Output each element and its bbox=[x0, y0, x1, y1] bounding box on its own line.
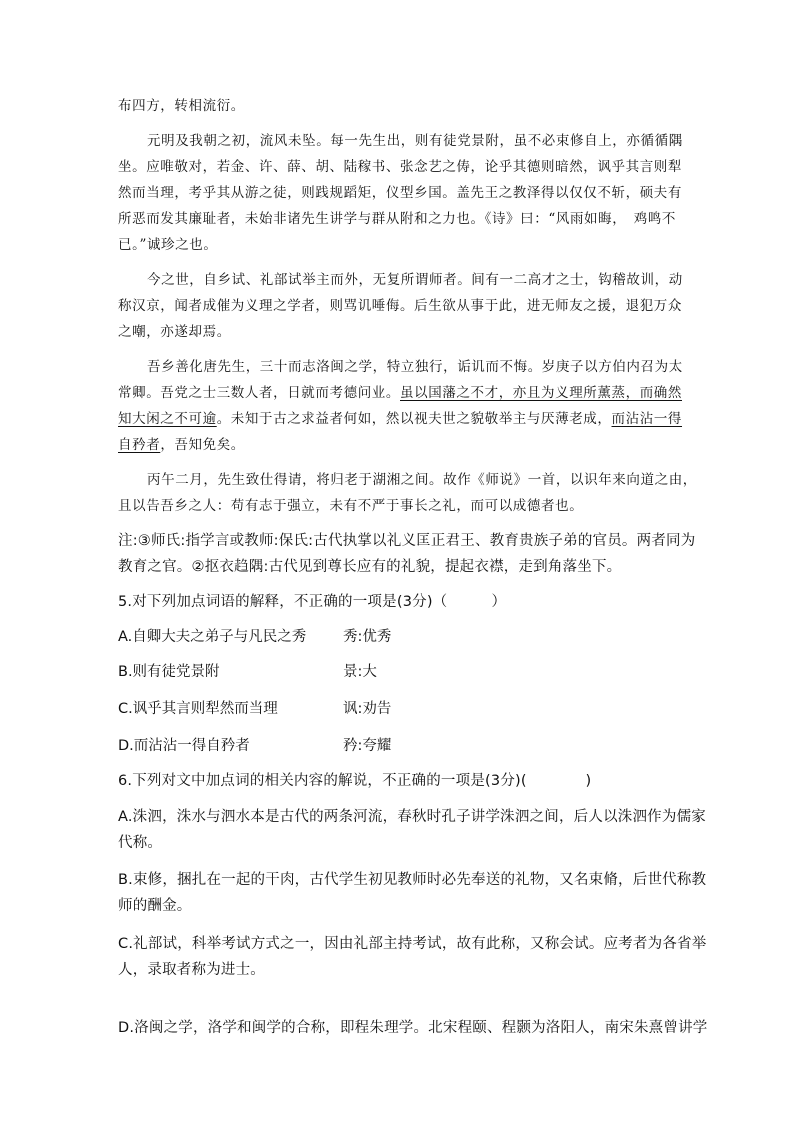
q5-option-b-gloss: 景:大 bbox=[343, 664, 377, 680]
question-6-stem: 6.下列对文中加点词的相关内容的解说，不正确的一项是(3分)( ) bbox=[118, 773, 592, 789]
passage-line bbox=[118, 384, 682, 402]
passage-line: 且以告吾乡之人：苟有志于强立，未有不严于事长之礼，而可以成德者也。 bbox=[118, 498, 584, 514]
note-line: 注:③师氏:指学言或教师:保氏:古代执掌以礼义匡正君王、教育贵族子弟的官员。两者同为 bbox=[118, 533, 696, 549]
passage-line bbox=[118, 410, 683, 428]
q6-option-a-cont: 代称。 bbox=[118, 835, 163, 851]
q6-option-c: C.礼部试，科举考试方式之一，因由礼部主持考试，故有此称，又称会试。应考者为各省举 bbox=[118, 936, 707, 952]
underlined-sentence: 而沾沾一得 bbox=[611, 411, 683, 427]
q5-option-d-gloss: 矜:夸耀 bbox=[343, 738, 392, 754]
passage-line: 然而当理，考乎其从游之徒，则践规蹈矩，仪型乡国。盖先王之教泽得以仅仅不斩，硕夫有 bbox=[118, 185, 682, 201]
passage-line: 丙午二月，先生致仕得请，将归老于湖湘之间。故作《师说》一首，以识年来向道之由， bbox=[147, 472, 697, 488]
underlined-sentence: 虽以国藩之不才，亦且为义理所薰蒸，而确然 bbox=[400, 385, 682, 401]
note-line: 教育之官。②抠衣趋隅:古代见到尊长应有的礼貌，提起衣襟，走到角落坐下。 bbox=[118, 559, 622, 575]
passage-text: 。未知于古之求益者何如，然以视夫世之貌敬举主与厌薄老成， bbox=[216, 411, 612, 427]
underlined-sentence: 知大闲之不可逾 bbox=[118, 411, 217, 427]
q5-option-a-gloss: 秀:优秀 bbox=[343, 629, 392, 645]
q6-option-d: D.洛闽之学，洛学和闽学的合称，即程朱理学。北宋程颐、程颢为洛阳人，南宋朱熹曾讲学 bbox=[118, 1020, 708, 1036]
q5-option-b: B.则有徒党景附 bbox=[118, 664, 220, 680]
q6-option-a: A.洙泗，洙水与泗水本是古代的两条河流，春秋时孔子讲学洙泗之间，后人以洙泗作为儒家 bbox=[118, 809, 706, 825]
passage-line: 坐。应唯敬对，若金、许、薛、胡、陆稼书、张念艺之俦，论乎其德则暗然，讽乎其言则犁 bbox=[118, 159, 682, 175]
q6-option-b-cont: 师的酬金。 bbox=[118, 898, 192, 914]
passage-text: ，吾知免矣。 bbox=[160, 437, 245, 453]
passage-text: 常卿。吾党之士三数人者，日就而考德问业。 bbox=[118, 385, 400, 401]
q5-option-c: C.讽乎其言则犁然而当理 bbox=[118, 701, 278, 717]
q5-option-a: A.自卿大夫之弟子与凡民之秀 bbox=[118, 629, 307, 645]
passage-line: 元明及我朝之初，流风未坠。每一先生出，则有徒党景附，虽不必束修自上，亦循循隅 bbox=[147, 133, 683, 149]
question-5-stem: 5.对下列加点词语的解释，不正确的一项是(3分)（ ） bbox=[118, 594, 507, 610]
passage-line: 布四方，转相流衍。 bbox=[118, 98, 245, 114]
passage-line: 已。”诚珍之也。 bbox=[118, 237, 218, 253]
q6-option-b: B.束修，捆扎在一起的干肉，古代学生初见教师时必先奉送的礼物，又名束脩，后世代称教 bbox=[118, 872, 707, 888]
q5-option-c-gloss: 讽:劝告 bbox=[343, 701, 392, 717]
underlined-sentence: 自矜者 bbox=[118, 437, 161, 453]
passage-line bbox=[118, 436, 678, 454]
passage-line: 所恶而发其廉耻者，未始非诸先生讲学与群从附和之力也。《诗》曰：“风雨如晦， 鸡鸣不 bbox=[118, 211, 676, 227]
q6-option-c-cont: 人，录取者称为进士。 bbox=[118, 962, 265, 978]
passage-line: 之嘲，亦遂却焉。 bbox=[118, 324, 231, 340]
passage-line: 吾乡善化唐先生，三十而志洛闽之学，特立独行，诟讥而不悔。岁庚子以方伯内召为太 bbox=[147, 359, 683, 375]
passage-line: 今之世，自乡试、礼部试举主而外，无复所谓师者。间有一二高才之士，钩稽故训，动 bbox=[147, 272, 683, 288]
passage-line: 称汉京，闻者成催为义理之学者，则骂讥唾侮。后生欲从事于此，进无师友之援，退犯万众 bbox=[118, 298, 682, 314]
q5-option-d: D.而沾沾一得自矜者 bbox=[118, 738, 250, 754]
